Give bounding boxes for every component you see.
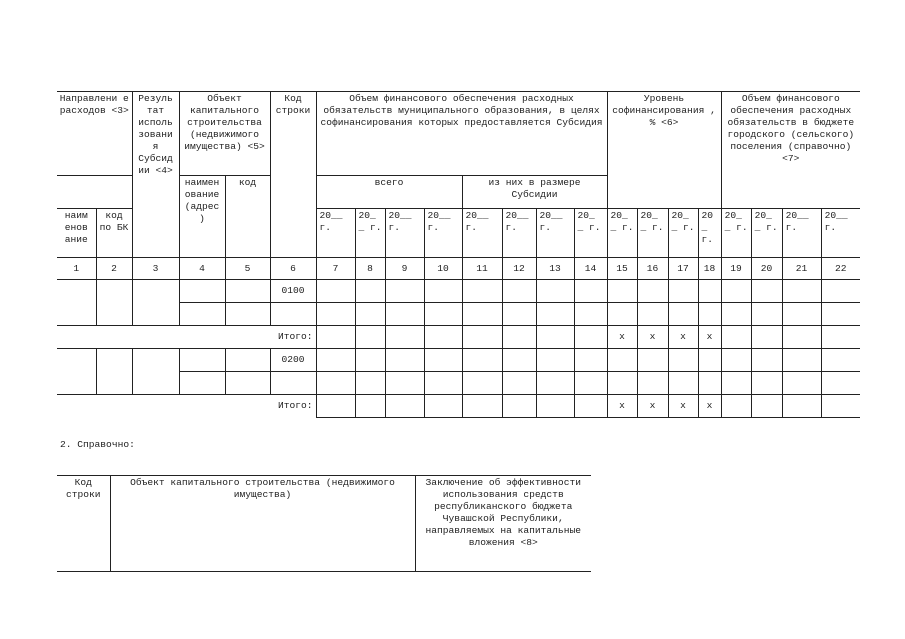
itogo-label: Итого:	[57, 326, 316, 349]
header-direction-spacer	[57, 176, 132, 209]
column-number: 18	[698, 258, 721, 280]
year-label: 20__ г.	[502, 209, 536, 258]
cell	[316, 326, 355, 349]
cell	[821, 326, 860, 349]
column-number: 12	[502, 258, 536, 280]
column-number: 10	[424, 258, 462, 280]
header-city-budget: Объем финансового обеспечения расходных обязательств в бюджете городского (сельского) поселения (справочно) <7>	[721, 92, 860, 209]
year-label: 20__ г.	[316, 209, 355, 258]
year-label: 20__ г.	[462, 209, 502, 258]
cell	[751, 349, 782, 372]
cell	[751, 372, 782, 395]
column-number: 22	[821, 258, 860, 280]
cell	[270, 303, 316, 326]
cell	[536, 372, 574, 395]
cell	[698, 303, 721, 326]
cell	[57, 280, 96, 326]
year-label: 20_ _ г.	[574, 209, 607, 258]
cell	[536, 280, 574, 303]
cell	[751, 280, 782, 303]
cell	[821, 372, 860, 395]
column-number: 21	[782, 258, 821, 280]
column-number: 19	[721, 258, 751, 280]
cell	[637, 280, 668, 303]
column-number: 13	[536, 258, 574, 280]
cell	[502, 326, 536, 349]
cell	[225, 372, 270, 395]
ref-header-line-code: Код строки	[57, 476, 110, 572]
cell	[782, 395, 821, 418]
column-number: 4	[179, 258, 225, 280]
cell	[821, 280, 860, 303]
cell	[316, 372, 355, 395]
reference-table	[57, 475, 591, 572]
cell	[821, 303, 860, 326]
cell	[424, 326, 462, 349]
cell	[179, 372, 225, 395]
year-label: 20__ г.	[385, 209, 424, 258]
cell	[462, 303, 502, 326]
cell	[132, 349, 179, 395]
cell	[637, 303, 668, 326]
year-label: 20_ _ г.	[637, 209, 668, 258]
cell	[698, 280, 721, 303]
header-object-code: код	[225, 176, 270, 258]
x-mark: x	[637, 326, 668, 349]
cell	[721, 395, 751, 418]
column-numbers-row	[57, 258, 860, 280]
cell	[668, 280, 698, 303]
cell	[316, 349, 355, 372]
column-number: 16	[637, 258, 668, 280]
cell	[385, 303, 424, 326]
cell	[462, 280, 502, 303]
column-number: 14	[574, 258, 607, 280]
cell	[502, 395, 536, 418]
cell	[96, 280, 132, 326]
cell	[179, 349, 225, 372]
cell	[607, 349, 637, 372]
x-mark: x	[698, 326, 721, 349]
header-object: Объект капитального строительства (недвижимого имущества) <5>	[179, 92, 270, 176]
cell	[698, 372, 721, 395]
cell	[385, 395, 424, 418]
cell	[355, 372, 385, 395]
column-number: 5	[225, 258, 270, 280]
column-number: 9	[385, 258, 424, 280]
year-label: 20_ _ г.	[721, 209, 751, 258]
year-label: 20_ _ г.	[668, 209, 698, 258]
cell	[721, 372, 751, 395]
cell	[355, 303, 385, 326]
cell	[536, 395, 574, 418]
cell	[502, 349, 536, 372]
column-number: 20	[751, 258, 782, 280]
cell	[502, 303, 536, 326]
year-label: 20__ г.	[782, 209, 821, 258]
cell	[782, 303, 821, 326]
cell	[607, 303, 637, 326]
ref-header-conclusion: Заключение об эффективности использования средств республиканского бюджета Чувашской Республики, направляемых на капитальные вложения <8>	[415, 476, 591, 572]
cell	[385, 280, 424, 303]
cell	[225, 303, 270, 326]
cell	[536, 303, 574, 326]
cell	[821, 395, 860, 418]
cell	[316, 395, 355, 418]
cell	[668, 303, 698, 326]
cell	[574, 395, 607, 418]
cell	[698, 349, 721, 372]
cell	[385, 349, 424, 372]
cell	[424, 303, 462, 326]
cell	[574, 326, 607, 349]
cell	[821, 349, 860, 372]
cell	[57, 349, 96, 395]
header-of-which: из них в размере Субсидии	[462, 176, 607, 209]
cell	[225, 280, 270, 303]
cell	[574, 372, 607, 395]
cell	[574, 303, 607, 326]
column-number: 1	[57, 258, 96, 280]
line-code-cell: 0200	[270, 349, 316, 372]
cell	[536, 349, 574, 372]
header-direction-code: код по БК	[96, 209, 132, 258]
cell	[607, 372, 637, 395]
cell	[782, 280, 821, 303]
column-number: 7	[316, 258, 355, 280]
header-direction-name: наим енов ание	[57, 209, 96, 258]
cell	[637, 372, 668, 395]
cell	[782, 372, 821, 395]
cell	[502, 280, 536, 303]
cell	[751, 395, 782, 418]
header-line-code: Код строки	[270, 92, 316, 258]
year-label: 20_ _ г.	[607, 209, 637, 258]
cell	[607, 280, 637, 303]
cell	[782, 326, 821, 349]
cell	[316, 303, 355, 326]
cell	[355, 395, 385, 418]
cell	[424, 349, 462, 372]
line-code-cell: 0100	[270, 280, 316, 303]
cell	[462, 372, 502, 395]
cell	[225, 349, 270, 372]
cell	[385, 372, 424, 395]
cell	[536, 326, 574, 349]
header-volume: Объем финансового обеспечения расходных обязательств муниципального образования, в целях софинансирования которых предоставляется Субсидия	[316, 92, 607, 176]
note-title: 2. Справочно:	[60, 439, 135, 450]
year-label: 20_ _ г.	[355, 209, 385, 258]
year-label: 20__ г.	[424, 209, 462, 258]
subsidy-table	[57, 91, 860, 418]
cell	[751, 303, 782, 326]
cell	[132, 280, 179, 326]
year-label: 20_ _ г.	[751, 209, 782, 258]
cell	[574, 349, 607, 372]
header-total: всего	[316, 176, 462, 209]
column-number: 6	[270, 258, 316, 280]
cell	[668, 372, 698, 395]
cell	[179, 303, 225, 326]
cell	[668, 349, 698, 372]
column-number: 17	[668, 258, 698, 280]
header-object-name: наимен ование (адрес )	[179, 176, 225, 258]
cell	[179, 280, 225, 303]
year-label: 20__ г.	[536, 209, 574, 258]
header-direction: Направлени е расходов <3>	[57, 92, 132, 176]
cell	[721, 349, 751, 372]
cell	[355, 326, 385, 349]
cell	[462, 395, 502, 418]
x-mark: x	[668, 326, 698, 349]
cell	[424, 280, 462, 303]
cell	[462, 326, 502, 349]
x-mark: x	[698, 395, 721, 418]
cell	[424, 395, 462, 418]
cell	[385, 326, 424, 349]
cell	[424, 372, 462, 395]
x-mark: x	[668, 395, 698, 418]
cell	[355, 349, 385, 372]
cell	[782, 349, 821, 372]
cell	[316, 280, 355, 303]
x-mark: x	[607, 395, 637, 418]
header-result: Резуль тат исполь зовани я Субсид ии <4>	[132, 92, 179, 258]
itogo-label: Итого:	[57, 395, 316, 418]
cell	[355, 280, 385, 303]
cell	[96, 349, 132, 395]
ref-header-object: Объект капитального строительства (недвижимого имущества)	[110, 476, 415, 572]
column-number: 8	[355, 258, 385, 280]
cell	[721, 280, 751, 303]
cell	[751, 326, 782, 349]
cell	[270, 372, 316, 395]
column-number: 11	[462, 258, 502, 280]
column-number: 2	[96, 258, 132, 280]
cell	[502, 372, 536, 395]
year-label: 20__ г.	[821, 209, 860, 258]
column-number: 3	[132, 258, 179, 280]
cell	[637, 349, 668, 372]
year-label: 20 _ г.	[698, 209, 721, 258]
x-mark: x	[607, 326, 637, 349]
cell	[574, 280, 607, 303]
cell	[721, 303, 751, 326]
header-cofinancing-level: Уровень софинансирования , % <6>	[607, 92, 721, 209]
x-mark: x	[637, 395, 668, 418]
column-number: 15	[607, 258, 637, 280]
cell	[721, 326, 751, 349]
cell	[462, 349, 502, 372]
